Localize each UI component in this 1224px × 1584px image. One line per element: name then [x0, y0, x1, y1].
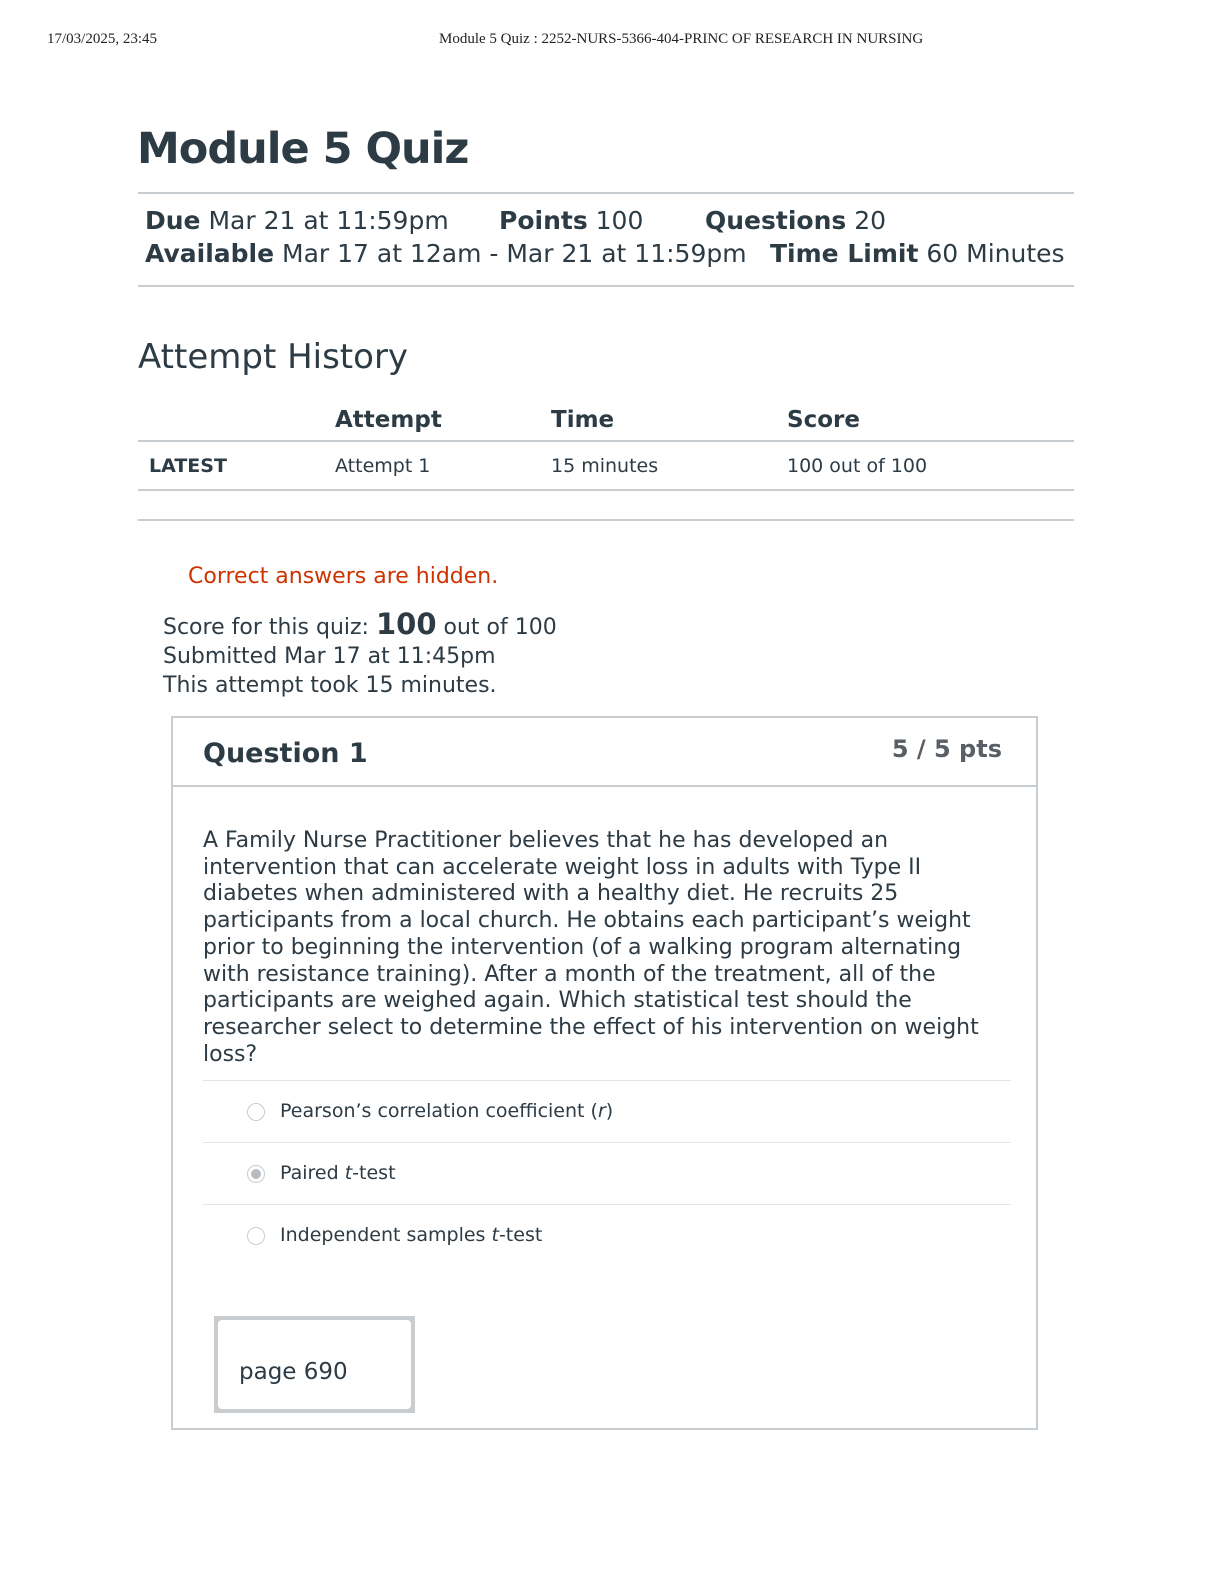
- correct-answers-hidden-notice: Correct answers are hidden.: [188, 564, 499, 589]
- attempt-history-title: Attempt History: [138, 337, 409, 377]
- answer-comment-box: [214, 1316, 415, 1413]
- score-suffix: out of 100: [443, 615, 557, 640]
- page-title: Module 5 Quiz: [137, 124, 469, 174]
- available-label: Available: [145, 239, 275, 268]
- duration-line: This attempt took 15 minutes.: [163, 673, 497, 698]
- points-label: Points: [499, 206, 588, 235]
- score-line: [163, 607, 557, 642]
- answer-option[interactable]: [203, 1080, 1011, 1142]
- questions-info: [705, 206, 886, 235]
- time-limit-value: 60 Minutes: [926, 239, 1065, 268]
- answer-comment-text: page 690: [239, 1359, 348, 1385]
- divider: [138, 192, 1074, 194]
- answer-option-selected[interactable]: [203, 1142, 1011, 1204]
- due-info: [145, 206, 449, 235]
- attempt-score: 100 out of 100: [787, 441, 1074, 490]
- question-title: Question 1: [203, 738, 368, 769]
- attempt-link[interactable]: Attempt 1: [335, 441, 551, 490]
- questions-label: Questions: [705, 206, 847, 235]
- time-limit-label: Time Limit: [770, 239, 919, 268]
- column-header-time: Time: [551, 400, 787, 441]
- print-header: [0, 31, 1224, 51]
- available-value: Mar 17 at 12am - Mar 21 at 11:59pm: [282, 239, 747, 268]
- divider: [138, 519, 1074, 521]
- table-header-row: [138, 400, 1074, 441]
- answer-label: Pearson’s correlation coefficient (r): [280, 1100, 614, 1122]
- question-points: 5 / 5 pts: [891, 735, 1002, 763]
- question-text: A Family Nurse Practitioner believes that he has developed an intervention that can accelerate weight loss in adults with Type II diabetes when administered with a healthy diet. He recruits 25 participants from a local church. He obtains each participant’s weight prior to beginning the intervention (of a walking program alternating with resistance training). After a month of the treatment, all of the participants are weighed again. Which statistical test should the researcher select to determine the effect of his intervention on weight loss?: [203, 828, 979, 1067]
- print-title: Module 5 Quiz : 2252-NURS-5366-404-PRINC OF RESEARCH IN NURSING: [439, 31, 924, 47]
- column-header-attempt: Attempt: [335, 400, 551, 441]
- radio-button-icon[interactable]: [247, 1103, 265, 1121]
- submitted-line: Submitted Mar 17 at 11:45pm: [163, 644, 496, 669]
- due-label: Due: [145, 206, 201, 235]
- column-header-score: Score: [787, 400, 1074, 441]
- answer-list: [203, 1080, 1011, 1266]
- radio-button-selected-icon[interactable]: [247, 1165, 265, 1183]
- question-header: [173, 718, 1036, 787]
- answer-label: Paired t-test: [280, 1162, 396, 1184]
- score-prefix: Score for this quiz:: [163, 615, 369, 640]
- column-header: [138, 400, 335, 441]
- attempt-history-table: [138, 400, 1074, 491]
- points-info: [499, 206, 643, 235]
- radio-button-icon[interactable]: [247, 1227, 265, 1245]
- score-value: 100: [375, 607, 437, 641]
- latest-tag: LATEST: [138, 441, 335, 490]
- attempt-time: 15 minutes: [551, 441, 787, 490]
- answer-label: Independent samples t-test: [280, 1224, 543, 1246]
- available-info: [145, 239, 747, 268]
- question-card: [171, 716, 1038, 1430]
- due-value: Mar 21 at 11:59pm: [208, 206, 449, 235]
- table-row: [138, 441, 1074, 490]
- answer-comment-inner: [218, 1320, 411, 1409]
- print-date: 17/03/2025, 23:45: [47, 31, 158, 47]
- time-limit-info: [770, 239, 1065, 268]
- questions-value: 20: [854, 206, 887, 235]
- divider: [138, 285, 1074, 287]
- quiz-score-summary: [163, 607, 557, 700]
- points-value: 100: [595, 206, 644, 235]
- answer-option[interactable]: [203, 1204, 1011, 1266]
